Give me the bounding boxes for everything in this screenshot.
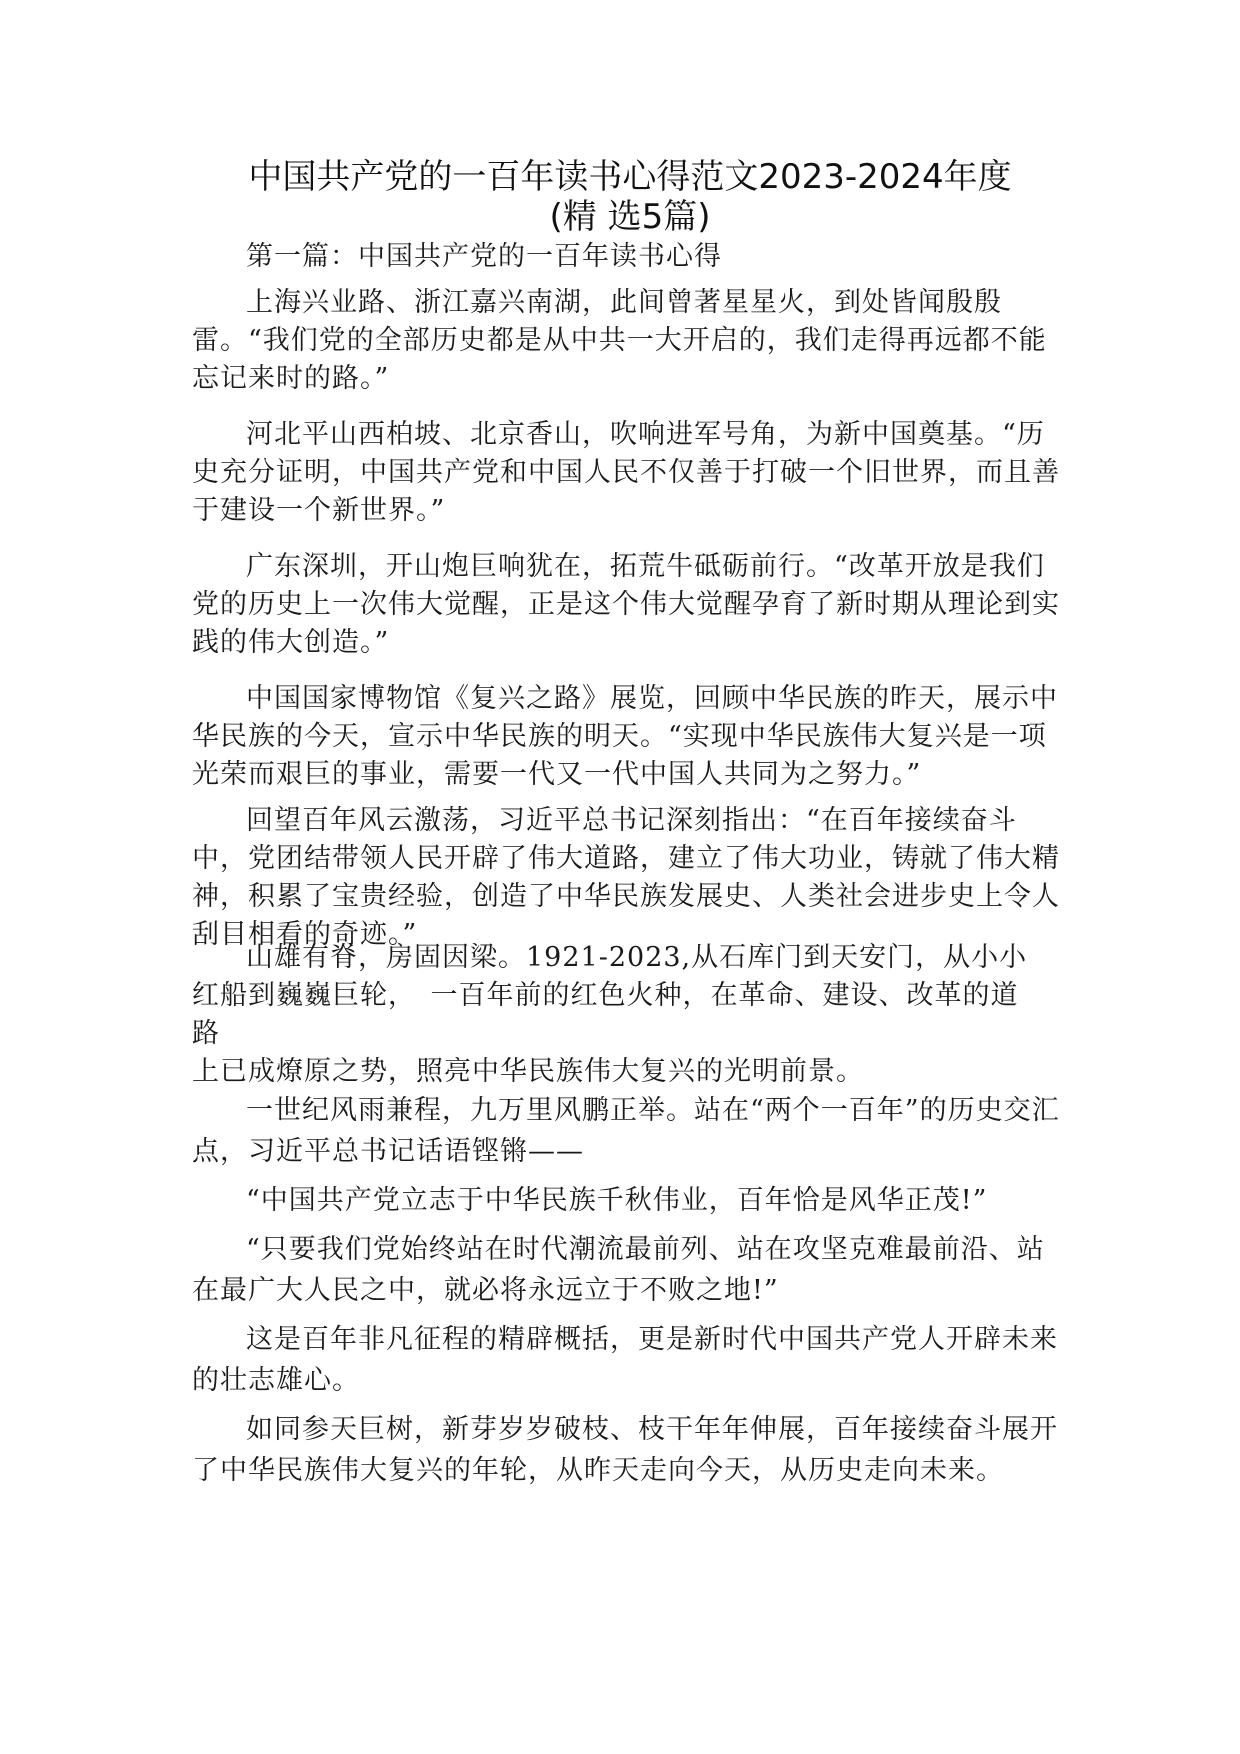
- quote: “只要我们党始终站在时代潮流最前列、站在攻坚克难最前沿、站在最广大人民之中，就必将永远立于不败之地!”: [192, 1234, 1045, 1306]
- paragraph: 回望百年风云激荡，习近平总书记深刻指出：“在百年接续奋斗中，党团结带领人民开辟了伟大道路，建立了伟大功业，铸就了伟大精神，积累了宝贵经验，创造了中华民族发展史、人类社会进步史上令人刮目相看的奇迹。”: [192, 805, 1060, 950]
- paragraph: 广东深圳，开山炮巨响犹在，拓荒牛砥砺前行。“改革开放是我们党的历史上一次伟大觉醒，正是这个伟大觉醒孕育了新时期从理论到实践的伟大创造。”: [192, 551, 1060, 658]
- document-body-middle: [192, 939, 1062, 1091]
- paragraph: 如同参天巨树，新芽岁岁破枝、枝干年年伸展，百年接续奋斗展开了中华民族伟大复兴的年轮，从昨天走向今天，从历史走向未来。: [192, 1414, 1058, 1486]
- paragraph-line: 山雄有脊，房固因梁。1921-2023,从石库门到天安门，从小小: [246, 942, 1028, 973]
- document-subtitle: (精 选5篇): [549, 197, 711, 237]
- paragraph-line: 路: [192, 1018, 220, 1049]
- document-body-bottom: [192, 1090, 1062, 1499]
- paragraph-line: 上已成燎原之势，照亮中华民族伟大复兴的光明前景。: [192, 1056, 864, 1087]
- paragraph-line: 红船到巍巍巨轮， 一百年前的红色火种，在革命、建设、改革的道: [192, 980, 1019, 1011]
- document-title: 中国共产党的一百年读书心得范文2023-2024年度: [248, 157, 1012, 197]
- paragraph: 上海兴业路、浙江嘉兴南湖，此间曾著星星火，到处皆闻殷殷雷。“我们党的全部历史都是从中共一大开启的，我们走得再远都不能忘记来时的路。”: [192, 287, 1047, 394]
- paragraph: 中国国家博物馆《复兴之路》展览，回顾中华民族的昨天，展示中华民族的今天，宣示中华民族的明天。“实现中华民族伟大复兴是一项光荣而艰巨的事业，需要一代又一代中国人共同为之努力。”: [192, 683, 1058, 790]
- paragraph: 这是百年非凡征程的精辟概括，更是新时代中国共产党人开辟未来的壮志雄心。: [192, 1324, 1058, 1396]
- paragraph: 河北平山西柏坡、北京香山，吹响进军号角，为新中国奠基。“历史充分证明，中国共产党和中国人民不仅善于打破一个旧世界，而且善于建设一个新世界。”: [192, 419, 1060, 526]
- paragraph: 一世纪风雨兼程，九万里风鹏正举。站在“两个一百年”的历史交汇点，习近平总书记话语铿锵——: [192, 1095, 1060, 1167]
- document-body-top: [192, 238, 1062, 972]
- section-heading: 第一篇：中国共产党的一百年读书心得: [246, 241, 722, 272]
- quote: “中国共产党立志于中华民族千秋伟业，百年恰是风华正茂!”: [246, 1185, 988, 1216]
